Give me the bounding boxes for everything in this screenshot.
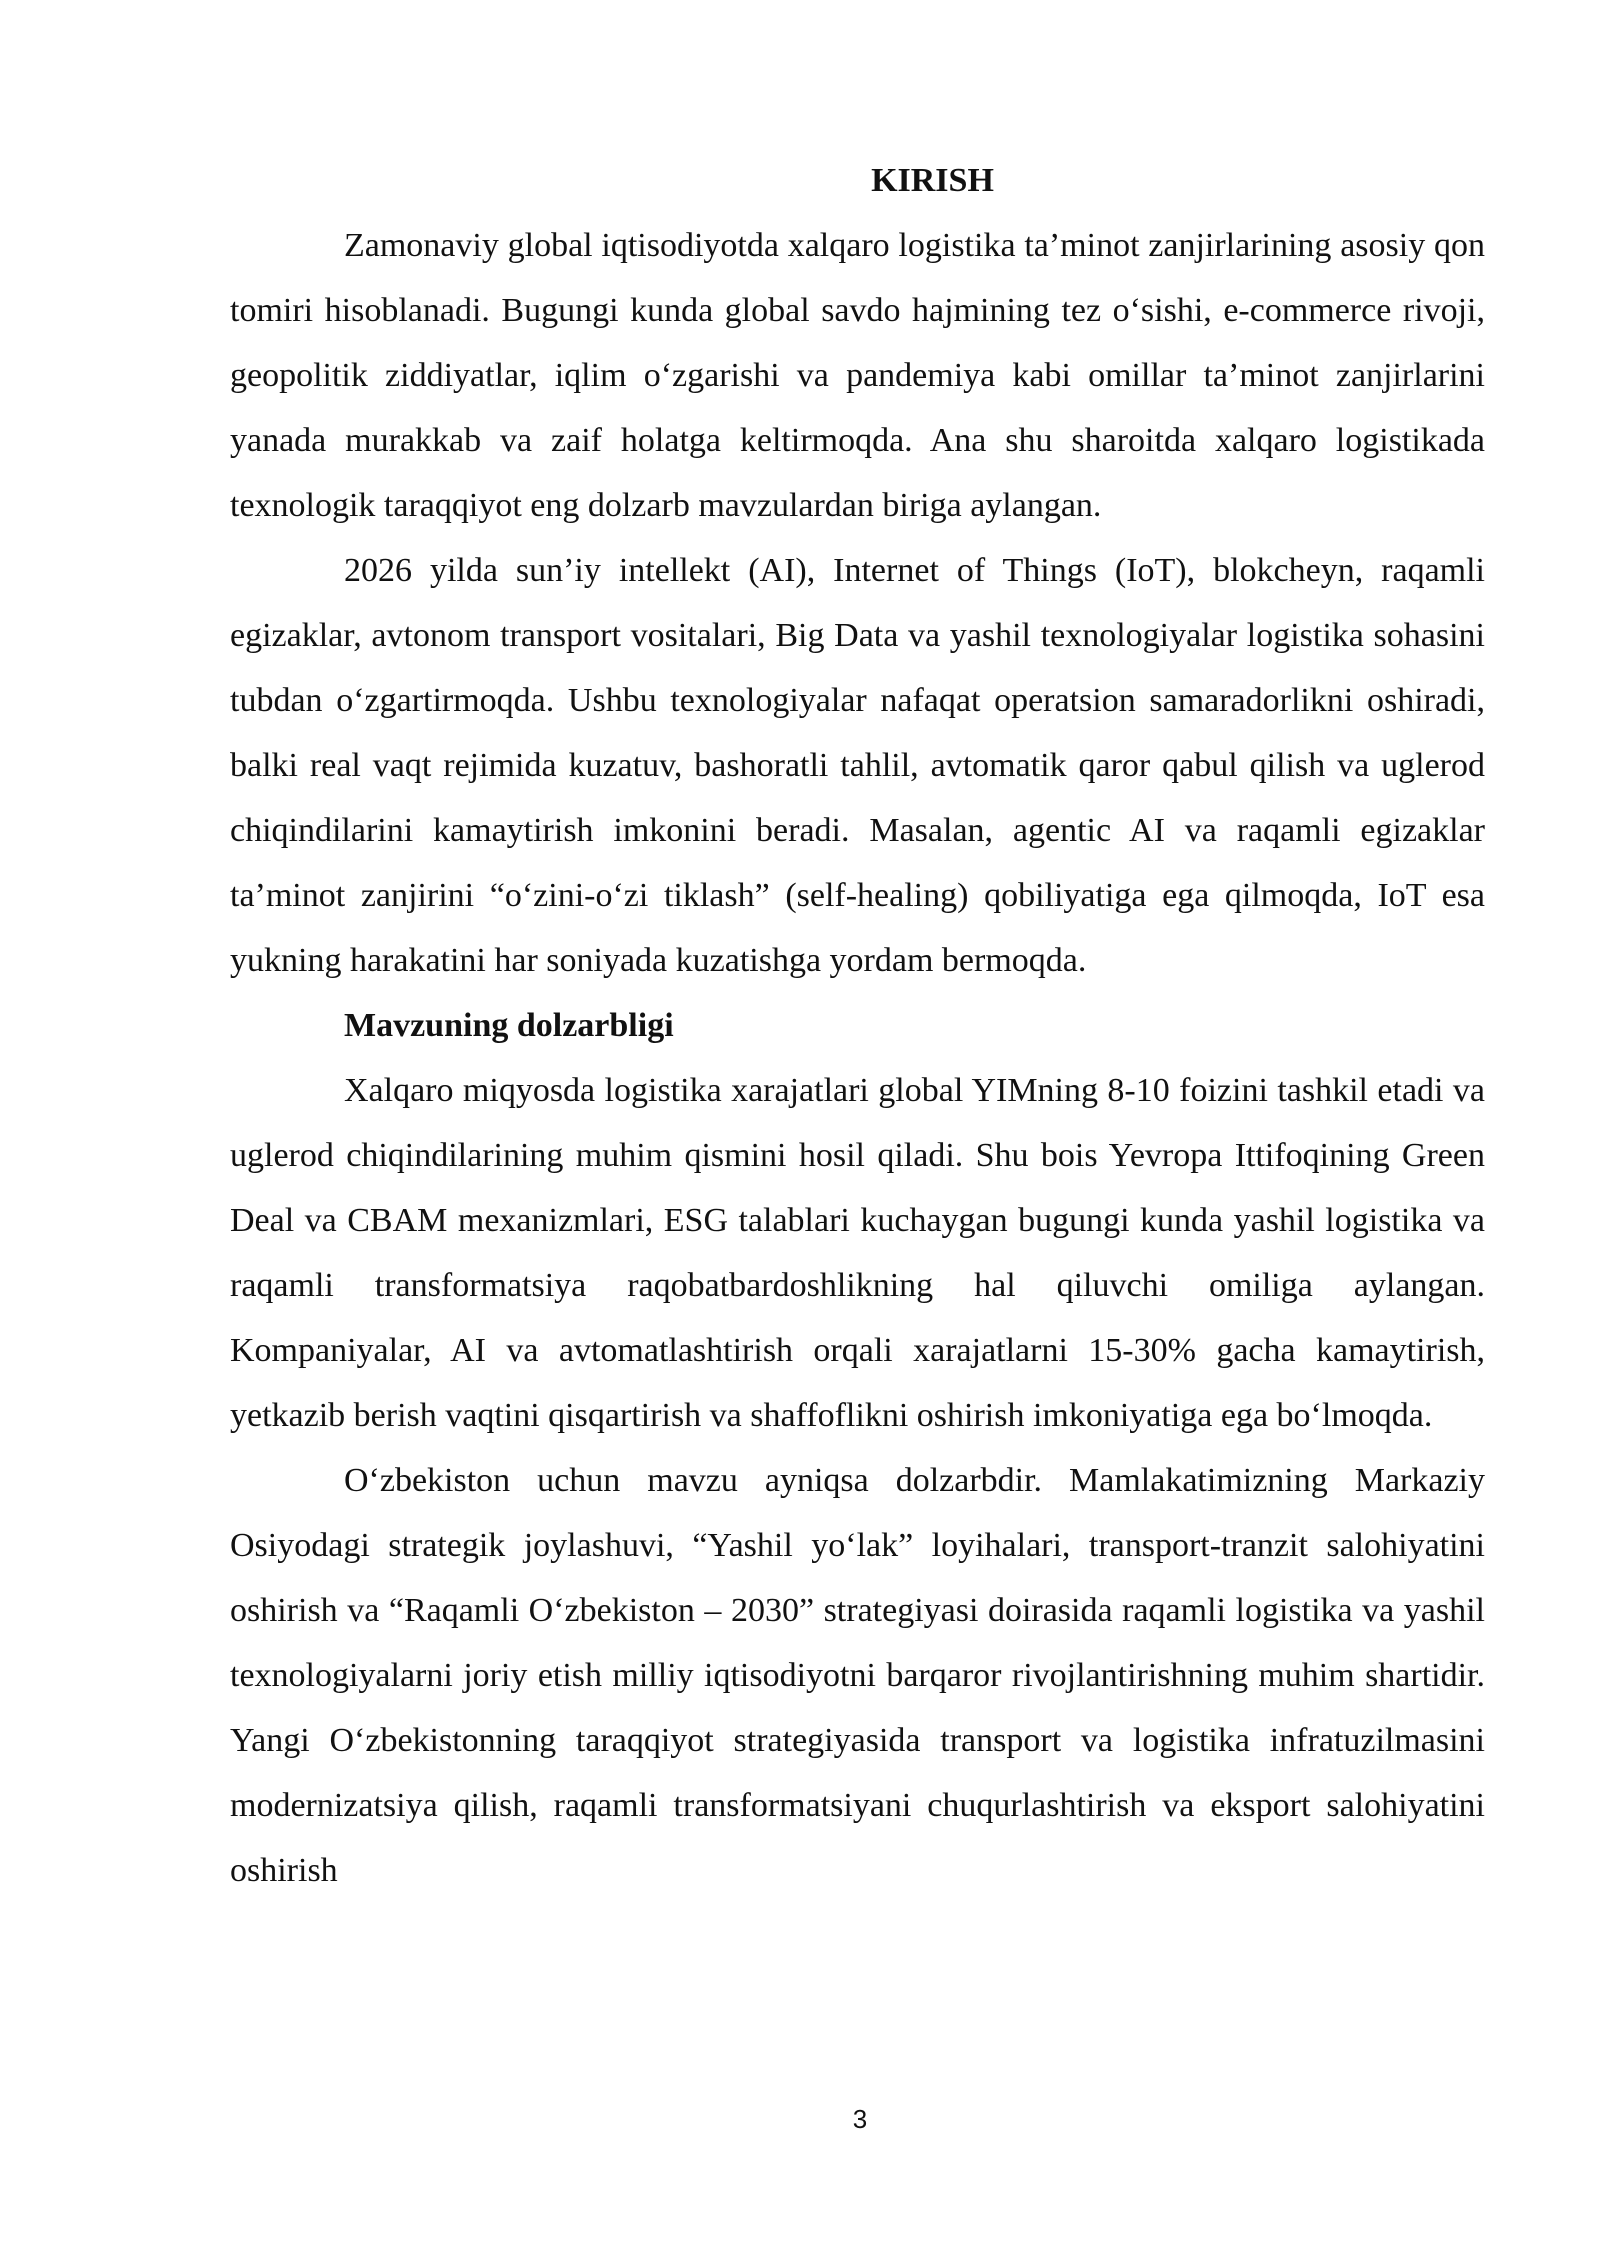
document-page <box>230 148 1485 1903</box>
page-number: 3 <box>852 2104 868 2134</box>
relevance-paragraph-1: Xalqaro miqyosda logistika xarajatlari global YIMning 8-10 foizini tashkil etadi va uglerod chiqindilarining muhim qismini hosil qiladi. Shu bois Yevropa Ittifoqining Green Deal va CBAM mexanizmlari, ESG talablari kuchaygan bugungi kunda yashil logistika va raqamli transformatsiya raqobatbardoshlikning hal qiluvchi omiliga aylangan. Kompaniyalar, AI va avtomatlashtirish orqali xarajatlarni 15-30% gacha kamaytirish, yetkazib berish vaqtini qisqartirish va shaffoflikni oshirish imkoniyatiga ega bo‘lmoqda. <box>230 1072 1485 1434</box>
section-subheading: Mavzuning dolzarbligi <box>344 1007 674 1044</box>
page-title: KIRISH <box>871 162 994 199</box>
intro-paragraph-2: 2026 yilda sun’iy intellekt (AI), Internet of Things (IoT), blokcheyn, raqamli egizaklar, avtonom transport vositalari, Big Data va yashil texnologiyalar logistika sohasini tubdan o‘zgartirmoqda. Ushbu texnologiyalar nafaqat operatsion samaradorlikni oshiradi, balki real vaqt rejimida kuzatuv, bashoratli tahlil, avtomatik qaror qabul qilish va uglerod chiqindilarini kamaytirish imkonini beradi. Masalan, agentic AI va raqamli egizaklar ta’minot zanjirini “o‘zini-o‘zi tiklash” (self-healing) qobiliyatiga ega qilmoqda, IoT esa yukning harakatini har soniyada kuzatishga yordam bermoqda. <box>230 552 1485 979</box>
relevance-paragraph-2: O‘zbekiston uchun mavzu ayniqsa dolzarbdir. Mamlakatimizning Markaziy Osiyodagi strategik joylashuvi, “Yashil yo‘lak” loyihalari, transport-tranzit salohiyatini oshirish va “Raqamli O‘zbekiston – 2030” strategiyasi doirasida raqamli logistika va yashil texnologiyalarni joriy etish milliy iqtisodiyotni barqaror rivojlantirishning muhim shartidir. Yangi O‘zbekistonning taraqqiyot strategiyasida transport va logistika infratuzilmasini modernizatsiya qilish, raqamli transformatsiyani chuqurlashtirish va eksport salohiyatini oshirish <box>230 1462 1485 1889</box>
intro-paragraph-1: Zamonaviy global iqtisodiyotda xalqaro logistika ta’minot zanjirlarining asosiy qon tomiri hisoblanadi. Bugungi kunda global savdo hajmining tez o‘sishi, e-commerce rivoji, geopolitik ziddiyatlar, iqlim o‘zgarishi va pandemiya kabi omillar ta’minot zanjirlarini yanada murakkab va zaif holatga keltirmoqda. Ana shu sharoitda xalqaro logistikada texnologik taraqqiyot eng dolzarb mavzulardan biriga aylangan. <box>230 227 1485 524</box>
